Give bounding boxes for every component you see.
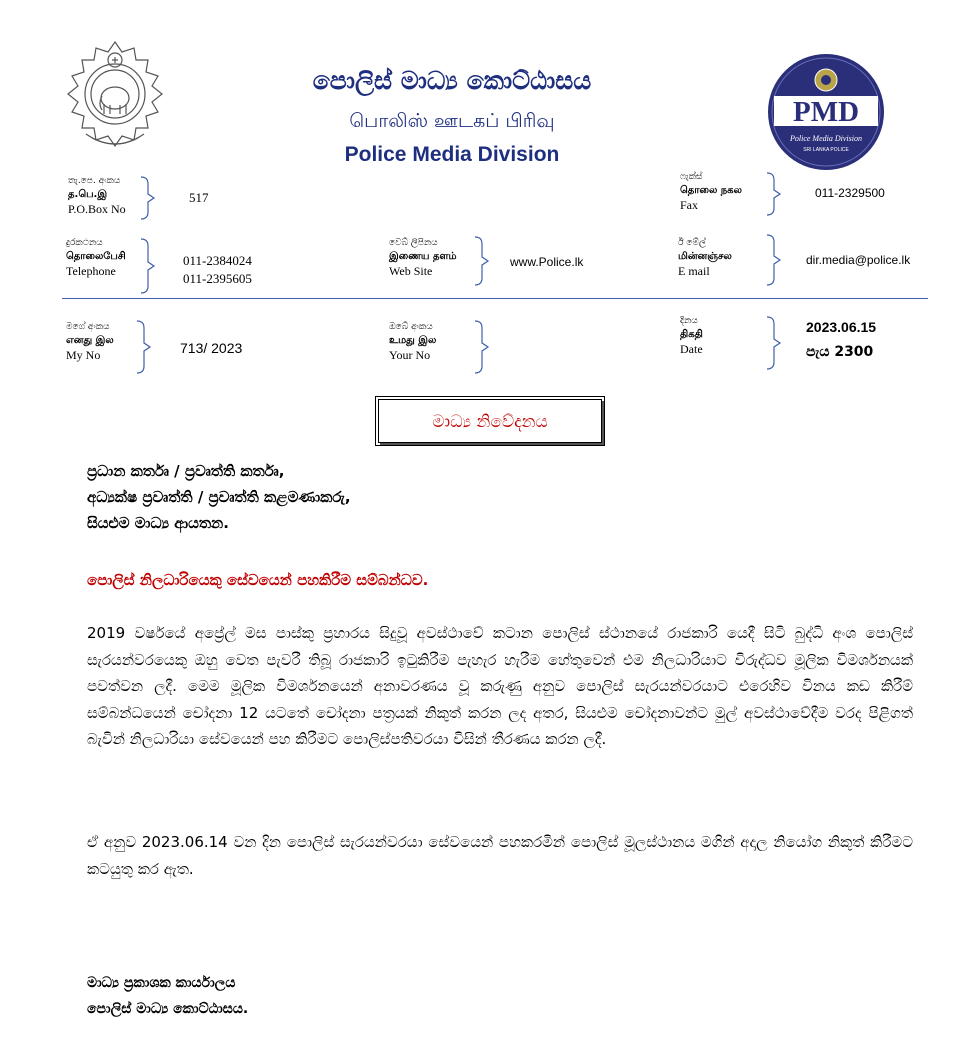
my-no-value: 713/ 2023: [180, 340, 243, 356]
time-value: පැය 2300: [806, 344, 874, 360]
body-paragraph-2: ඒ අනුව 2023.06.14 වන දින පොලිස් සැරයන්වරයා සේවයෙන් පහකරමින් පොලිස් මූලස්ථානය මගින් අදාල නියෝග නිකුත් කිරීමට කටයුතු කර ඇත.: [87, 833, 913, 878]
date-bracket: [766, 316, 782, 370]
telephone-value-2: 011-2395605: [183, 271, 252, 286]
email-label: ඊ මේල් மின்னஞ்சல E mail: [678, 238, 732, 278]
signature-line: මාධ්‍ය ප්‍රකාශක කාර්යාලය: [87, 975, 236, 991]
header-divider: [62, 298, 928, 299]
po-box-label: තැ.පෙ. අංකය த.பெ.இ P.O.Box No: [68, 176, 126, 216]
body-paragraph-1: 2019 වර්ෂයේ අප්‍රේල් මස පාස්කු ප්‍රහාරය සිදුවූ අවස්ථාවේ කටාන පොලිස් ස්ථානයේ රාජකාරි යෙදී සිටි බුද්ධි අංශ පොලිස් සැරයන්වරයෙකු ඔහු වෙත පැවරී තිබූ රාජකාරි ඉටුකිරීම පැහැර හැරීම හේතුවෙන් එම නිලධාරියාට විරුද්ධව මූලික විමර්ශනයක් පවත්වන ලදී. මෙම මූලික විමර්ශනයෙන් අනාවරණය වූ කරුණු අනුව පොලිස් සැරයන්වරයාට එරෙහිව විනය කඩ කිරීම් සම්බන්ධයෙන් චෝදනා 12 යටතේ චෝදනා පත්‍රයක් නිකුත් කරන ලද අතර, සියළුම චෝදනාවන්ට මුල් අවස්ථාවේදීම වරද පිළිගත් බැවින් නිලධාරියා සේවයෙන් පහ කිරීමට පොලිස්පතිවරයා විසින් තීරණය කරන ලදී.: [87, 624, 913, 748]
my-no-label: මගේ අංකය எனது இல My No: [66, 322, 114, 362]
fax-bracket: [766, 172, 782, 216]
title-sinhala: පොලිස් මාධ්‍ය කොට්ඨාසය: [312, 66, 592, 95]
media-release-title-box: [378, 399, 602, 443]
telephone-label: දුරකථනය தொலைபேசி Telephone: [66, 238, 126, 278]
date-value: 2023.06.15: [806, 319, 877, 335]
signature-block: [87, 970, 248, 1022]
date-label: දිනය திகதி Date: [680, 316, 703, 356]
police-crest-icon: [62, 38, 168, 156]
pmd-logo-bottom-text: SRI LANKA POLICE: [803, 147, 849, 153]
title-english: Police Media Division: [344, 143, 560, 166]
your-no-label: ඔබේ අංකය உமது இல Your No: [389, 322, 437, 362]
telephone-bracket: [140, 238, 156, 294]
email-bracket: [766, 234, 782, 286]
fax-value: 011-2329500: [815, 186, 885, 200]
pmd-logo-ring-text: Police Media Division: [790, 134, 862, 143]
my-no-bracket: [136, 320, 152, 374]
fax-label: ෆැක්ස් தொலை நகல Fax: [680, 172, 742, 212]
title-tamil: பொலிஸ் ஊடகப் பிரிவு: [349, 110, 555, 132]
pmd-logo-text: PMD: [792, 96, 860, 128]
website-bracket: [474, 236, 490, 286]
recipient-line: අධ්‍යක්ෂ ප්‍රවෘත්ති / ප්‍රවෘත්ති කළමණාකරු,: [87, 488, 351, 506]
recipient-line: සියළුම මාධ්‍ය ආයතන.: [87, 514, 229, 532]
signature-line: පොලිස් මාධ්‍ය කොට්ඨාසය.: [87, 1001, 249, 1017]
recipient-line: ප්‍රධාන කර්තෘ / ප්‍රවෘත්ති කර්තෘ,: [87, 462, 285, 480]
email-link[interactable]: dir.media@police.lk: [806, 253, 911, 267]
pmd-logo-icon: [766, 52, 886, 172]
your-no-bracket: [474, 320, 490, 374]
po-box-value: 517: [189, 190, 209, 205]
website-link[interactable]: www.Police.lk: [510, 255, 584, 269]
recipients-block: [87, 458, 351, 536]
media-release-title: මාධ්‍ය නිවේදනය: [432, 412, 548, 432]
telephone-value-1: 011-2384024: [183, 253, 252, 268]
website-label: වෙබ් ලිපිනය இணைய தளம் Web Site: [389, 238, 457, 278]
po-box-bracket: [140, 176, 156, 220]
subject-line: පොලිස් නිලධාරියෙකු සේවයෙන් පහකිරීම සම්බන්ධව.: [87, 571, 429, 589]
